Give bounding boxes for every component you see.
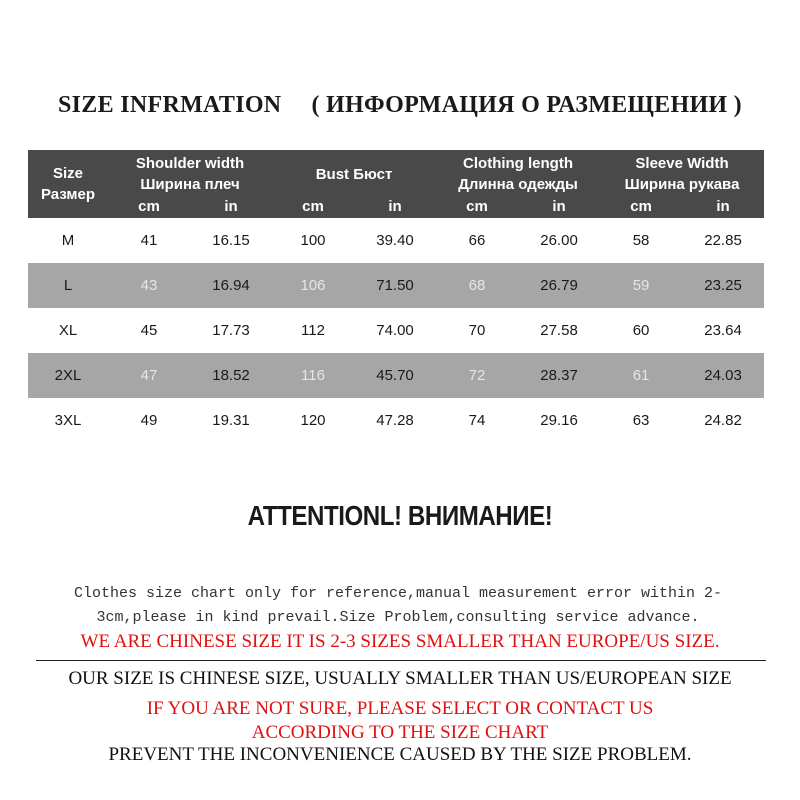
table-cell: 26.79 [518,263,600,308]
group-header-bust [272,150,436,198]
table-body [28,218,764,443]
table-cell: 72 [436,353,518,398]
prevent-notice: PREVENT THE INCONVENIENCE CAUSED BY THE SIZE PROBLEM. [108,744,692,765]
table-cell: 74.00 [376,322,414,339]
title-sub: ( ИНФОРМАЦИЯ О РАЗМЕЩЕНИИ ) [311,92,742,118]
table-cell: 23.64 [704,322,742,339]
table-cell: 45.70 [354,353,436,398]
disclaimer-line: Clothes size chart only for reference,manual measurement error within 2- [73,585,723,602]
table-cell: 49 [140,412,158,429]
size-header-en: Size [52,165,83,182]
table-row [28,398,764,443]
table-cell: 41 [140,232,158,249]
size-advice-line: ACCORDING TO THE SIZE CHART [251,722,549,743]
table-cell: 27.58 [540,322,578,339]
table-cell: 16.15 [212,232,250,249]
unit-header: in [682,198,764,218]
table-cell: 19.31 [212,412,250,429]
table-cell: 106 [272,263,354,308]
size-cell: 2XL [28,353,108,398]
group-header-line2: Ширина рукава [624,176,740,193]
table-cell: 68 [436,263,518,308]
table-cell: 60 [632,322,650,339]
table-cell: 112 [301,322,325,339]
chinese-size-warning: WE ARE CHINESE SIZE IT IS 2-3 SIZES SMALLER THAN EUROPE/US SIZE. [80,631,720,652]
size-cell: M [61,232,75,249]
unit-header: cm [272,198,354,218]
unit-header: cm [600,198,682,218]
table-cell: 23.25 [682,263,764,308]
table-cell: 47.28 [376,412,414,429]
title-main: SIZE INFRMATION [58,92,282,118]
table-cell: 29.16 [540,412,578,429]
table-cell: 63 [632,412,650,429]
table-cell: 18.52 [190,353,272,398]
table-cell: 74 [468,412,486,429]
page-title [0,92,800,119]
size-advice [0,697,800,745]
group-header-sleeve [600,150,764,198]
group-header-line1: Clothing length [463,155,574,172]
table-cell: 116 [272,353,354,398]
table-cell: 71.50 [354,263,436,308]
table-cell: 43 [108,263,190,308]
size-advice-line: IF YOU ARE NOT SURE, PLEASE SELECT OR CONTACT US [146,698,654,719]
table-cell: 26.00 [540,232,578,249]
table-cell: 28.37 [518,353,600,398]
group-header-line1: Shoulder width [135,155,245,172]
table-cell: 61 [600,353,682,398]
group-header-line1: Sleeve Width [635,155,729,172]
disclaimer-line: 3cm,please in kind prevail.Size Problem,consulting service advance. [96,609,700,626]
unit-header: in [190,198,272,218]
size-table-container [28,150,764,443]
group-header-shoulder [108,150,272,198]
table-cell: 66 [468,232,486,249]
table-cell: 45 [140,322,158,339]
table-row [28,218,764,263]
disclaimer-text [28,582,768,630]
unit-header: cm [108,198,190,218]
size-header-ru: Размер [40,186,96,203]
table-cell: 47 [108,353,190,398]
table-cell: 100 [300,232,326,249]
table-header [28,150,764,218]
unit-header: in [354,198,436,218]
size-column-header [28,150,108,218]
size-cell: XL [58,322,78,339]
table-cell: 24.03 [682,353,764,398]
divider [36,660,766,661]
table-row [28,308,764,353]
table-cell: 17.73 [212,322,250,339]
table-row [28,263,764,308]
unit-header: in [518,198,600,218]
table-cell: 59 [600,263,682,308]
attention-heading: ATTENTIONL! ВНИМАНИЕ! [247,500,553,531]
group-header-line1: Bust Бюст [315,165,393,183]
our-size-notice: OUR SIZE IS CHINESE SIZE, USUALLY SMALLER THAN US/EUROPEAN SIZE [68,668,732,689]
table-cell: 24.82 [704,412,742,429]
group-header-length [436,150,600,198]
size-cell: L [28,263,108,308]
table-cell: 16.94 [190,263,272,308]
group-header-line2: Длинна одежды [458,176,578,193]
table-row [28,353,764,398]
table-cell: 70 [468,322,486,339]
table-cell: 22.85 [704,232,742,249]
table-cell: 120 [300,412,326,429]
size-table [28,150,764,443]
group-header-line2: Ширина плеч [140,176,240,193]
table-cell: 58 [632,232,650,249]
size-cell: 3XL [54,412,82,429]
unit-header: cm [436,198,518,218]
table-cell: 39.40 [376,232,414,249]
